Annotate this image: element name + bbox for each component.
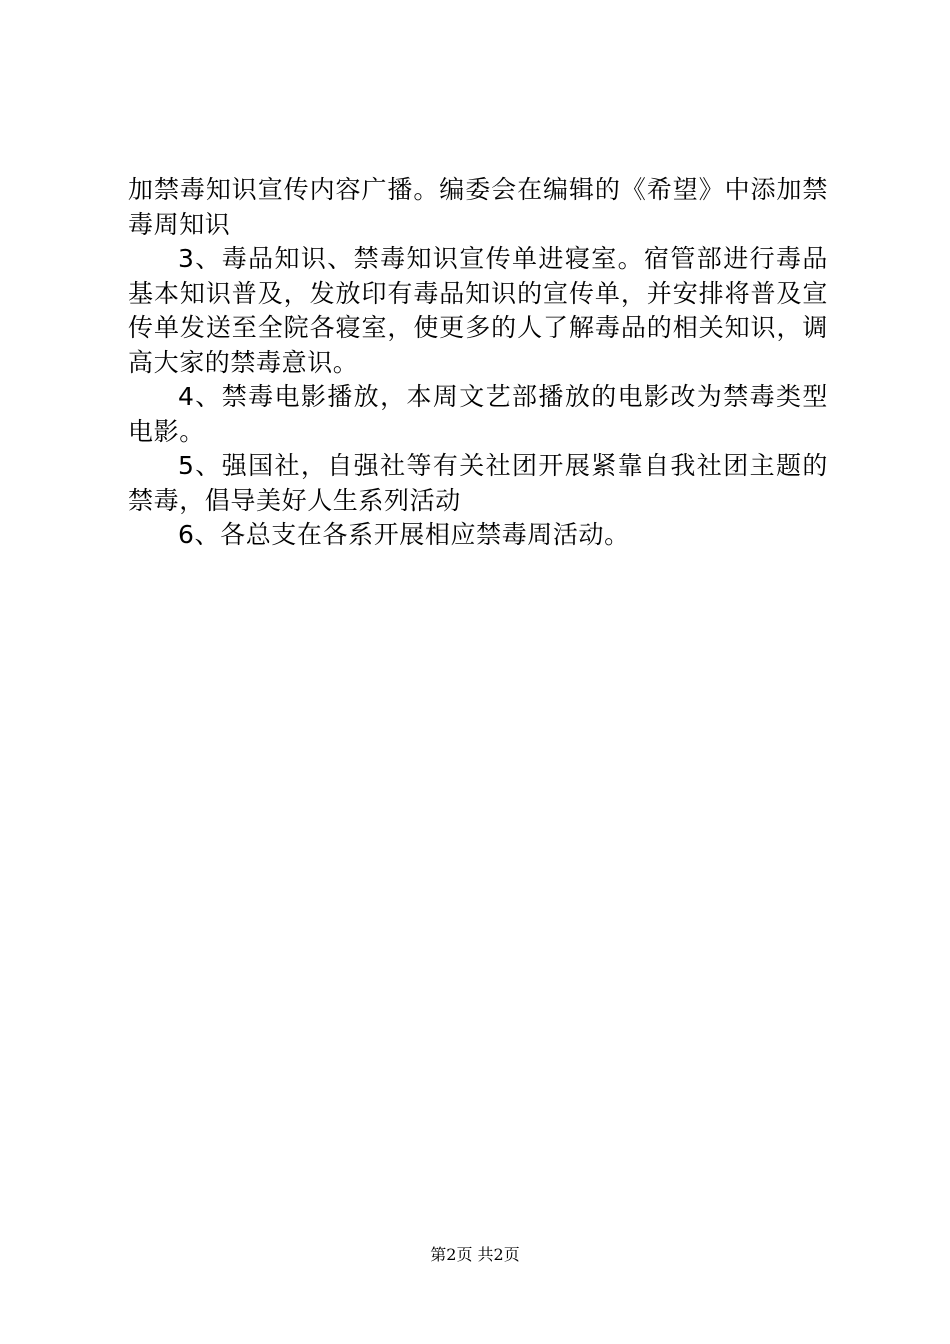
document-body bbox=[128, 173, 828, 553]
paragraph-item-4: 4、禁毒电影播放，本周文艺部播放的电影改为禁毒类型电影。 bbox=[128, 382, 828, 446]
paragraph-continuation: 加禁毒知识宣传内容广播。编委会在编辑的《希望》中添加禁毒周知识 bbox=[128, 175, 828, 239]
paragraph-item-5: 5、强国社，自强社等有关社团开展紧靠自我社团主题的禁毒，倡导美好人生系列活动 bbox=[128, 451, 828, 515]
paragraph-item-3: 3、毒品知识、禁毒知识宣传单进寝室。宿管部进行毒品基本知识普及，发放印有毒品知识的宣传单，并安排将普及宣传单发送至全院各寝室，使更多的人了解毒品的相关知识，调高大家的禁毒意识。 bbox=[128, 244, 828, 377]
paragraph-item-6: 6、各总支在各系开展相应禁毒周活动。 bbox=[178, 520, 630, 549]
page-footer: 第2页 共2页 bbox=[430, 1245, 520, 1264]
